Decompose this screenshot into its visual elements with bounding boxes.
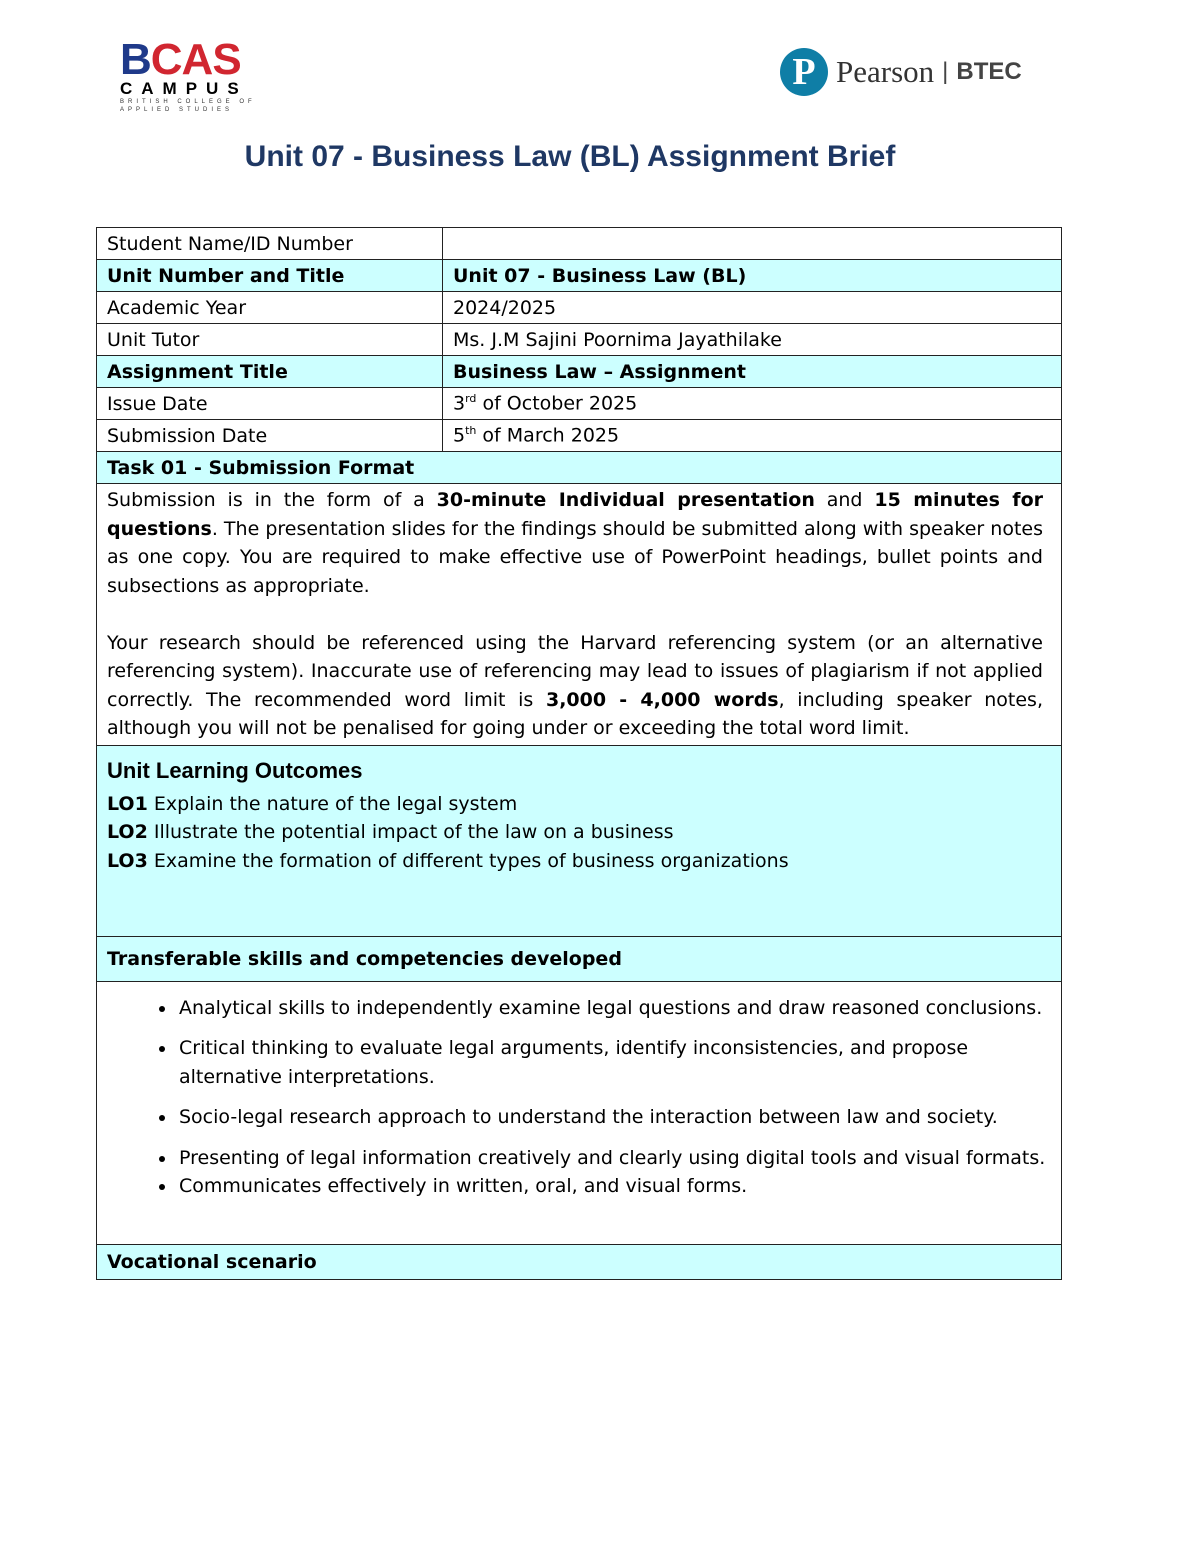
table-row: [97, 292, 1062, 324]
list-item: • Analytical skills to independently examine legal questions and draw reasoned conclusions.: [177, 994, 1061, 1023]
logo-b: B: [120, 35, 151, 84]
pearson-icon: P: [780, 48, 828, 96]
logo-separator: |: [942, 58, 949, 85]
row-value: Unit 07 - Business Law (BL): [443, 260, 1062, 292]
row-value: 2024/2025: [443, 292, 1062, 324]
row-label: Academic Year: [97, 292, 443, 324]
text: Your research should be referenced using the Harvard referencing system (or an alternative referencing system). Inaccurate use of referencing may lead to issues of plagiarism if not applied correctly. The recommended word limit is: [107, 631, 1043, 711]
logo-subtitle: BRITISH COLLEGE OF APPLIED STUDIES: [120, 99, 256, 113]
learning-outcomes-row: [97, 745, 1062, 936]
date-suffix: th: [465, 424, 477, 438]
assignment-brief-table: [96, 227, 1062, 1280]
row-label: Unit Tutor: [97, 324, 443, 356]
text: , including speaker notes, although you will not be penalised for going under or exceeding the total word limit.: [107, 688, 1043, 739]
list-item: • Presenting of legal information creatively and clearly using digital tools and visual formats.: [177, 1144, 1061, 1173]
scenario-header: Vocational scenario: [97, 1244, 1062, 1279]
date-rest: of March 2025: [476, 424, 620, 447]
table-row: [97, 260, 1062, 292]
text: Submission is in the form of a: [107, 489, 437, 511]
pearson-btec-logo: [780, 48, 1022, 96]
lo-text: Examine the formation of different types of business organizations: [147, 849, 789, 872]
row-value: Business Law – Assignment: [443, 356, 1062, 388]
learning-outcome: [107, 790, 1051, 819]
row-label: Assignment Title: [97, 356, 443, 388]
bold-text: 30-minute Individual presentation: [436, 489, 815, 511]
table-row: [97, 420, 1062, 452]
bcas-campus-logo: [120, 35, 265, 120]
row-value: Ms. J.M Sajini Poornima Jayathilake: [443, 324, 1062, 356]
btec-word: BTEC: [956, 58, 1022, 85]
bold-text: 3,000 - 4,000 words: [545, 688, 779, 711]
task-header-row: [97, 452, 1062, 484]
table-row: [97, 324, 1062, 356]
lo-code: LO3: [107, 849, 148, 872]
list-item: • Socio-legal research approach to understand the interaction between law and society.: [177, 1103, 1061, 1132]
skills-header-row: [97, 936, 1062, 981]
list-item: • Critical thinking to evaluate legal arguments, identify inconsistencies, and propose alternative interpretations.: [177, 1034, 1061, 1091]
submission-format-text: [97, 484, 1062, 746]
date-day: 3: [453, 392, 466, 415]
skills-header: Transferable skills and competencies developed: [97, 936, 1062, 981]
learning-outcomes-heading: Unit Learning Outcomes: [107, 757, 363, 783]
list-item: • Communicates effectively in written, oral, and visual forms.: [177, 1172, 1061, 1201]
student-name-field[interactable]: [443, 228, 1062, 260]
lo-code: LO2: [107, 821, 148, 843]
row-label: Issue Date: [97, 388, 443, 420]
page-title: Unit 07 - Business Law (BL) Assignment Brief: [244, 140, 896, 173]
table-row: [97, 388, 1062, 420]
row-label: Student Name/ID Number: [97, 228, 443, 260]
table-row: [97, 356, 1062, 388]
learning-outcomes: [97, 745, 1062, 936]
task-header: Task 01 - Submission Format: [97, 452, 1062, 484]
issue-date-value: [443, 388, 1062, 420]
scenario-header-row: [97, 1244, 1062, 1279]
bold-text: 15 minutes for questions: [107, 489, 1043, 540]
table-row: [97, 228, 1062, 260]
skills-row: [97, 981, 1062, 1244]
learning-outcome: [107, 847, 1051, 876]
submission-date-value: [443, 420, 1062, 452]
text: and: [814, 489, 875, 511]
row-label: Submission Date: [97, 420, 443, 452]
pearson-word: Pearson: [836, 54, 935, 89]
lo-code: LO1: [107, 792, 148, 815]
skills-list: [97, 994, 1061, 1244]
learning-outcome: [107, 818, 1051, 847]
text: . The presentation slides for the findings should be submitted along with speaker notes as one copy. You are required to make effective use of PowerPoint headings, bullet points and subsections as appropriate.: [107, 517, 1043, 597]
lo-text: Illustrate the potential impact of the law on a business: [147, 821, 674, 843]
date-day: 5: [453, 424, 466, 447]
row-label: Unit Number and Title: [97, 260, 443, 292]
lo-text: Explain the nature of the legal system: [147, 792, 518, 815]
date-rest: of October 2025: [476, 392, 638, 415]
logo-cas: CAS: [150, 35, 241, 84]
date-suffix: rd: [465, 392, 477, 406]
submission-row: [97, 484, 1062, 746]
logo-campus: CAMPUS: [120, 79, 248, 98]
skills-list-cell: [97, 981, 1062, 1244]
